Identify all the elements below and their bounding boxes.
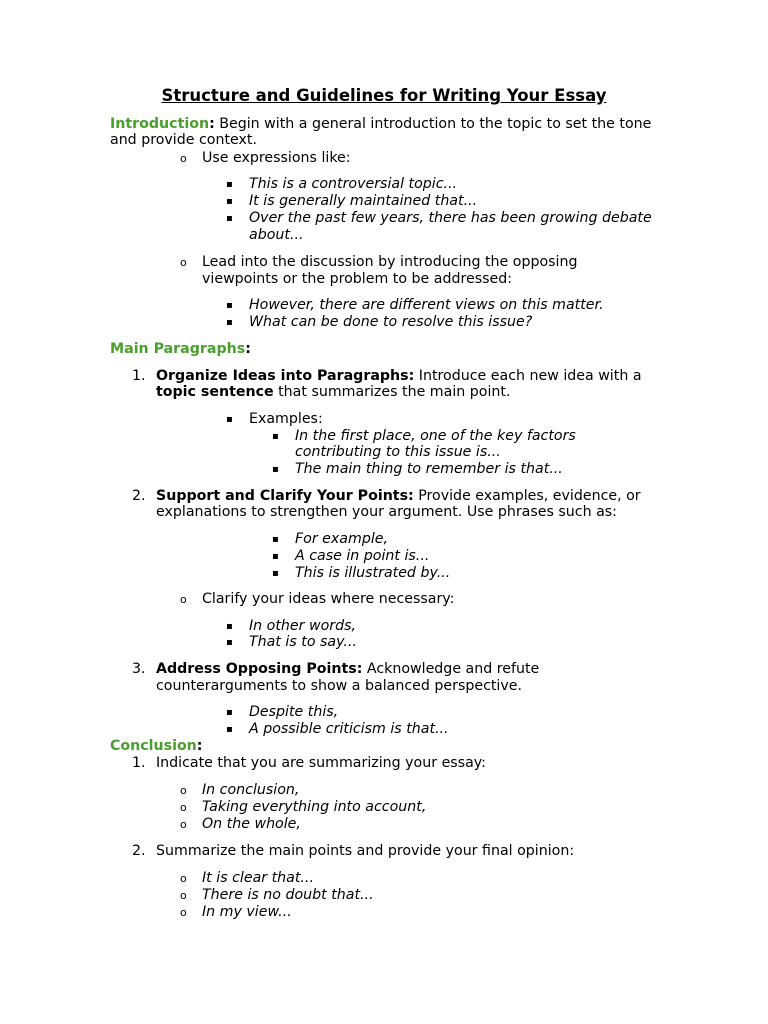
- p2-phrase-1: For example,: [295, 531, 389, 547]
- c1-number: 1.: [132, 755, 146, 771]
- square-bullet: ▪: [226, 317, 233, 328]
- introduction-heading: Introduction: [110, 116, 210, 132]
- p1-line1: [156, 368, 642, 385]
- p1-examples-label: Examples:: [249, 411, 323, 427]
- intro-sub1-item-3: Over the past few years, there has been growing debate: [249, 210, 652, 226]
- p1-example-1: In the first place, one of the key factors: [295, 428, 576, 444]
- p2-clarify-label: Clarify your ideas where necessary:: [202, 591, 455, 607]
- conclusion-heading: Conclusion: [110, 738, 197, 754]
- p1-bold2: topic sentence: [156, 384, 274, 400]
- p3-number: 3.: [132, 661, 146, 677]
- p3-text1: Acknowledge and refute: [362, 661, 540, 677]
- p2-line2: explanations to strengthen your argument. Use phrases such as:: [156, 504, 617, 520]
- intro-sub2-label-line2: viewpoints or the problem to be addressed:: [202, 271, 513, 287]
- circle-bullet: o: [180, 906, 187, 919]
- circle-bullet: o: [180, 784, 187, 797]
- p3-line2: counterarguments to show a balanced perspective.: [156, 678, 523, 694]
- intro-sub1-item-2: It is generally maintained that...: [249, 193, 478, 209]
- square-bullet: ▪: [226, 179, 233, 190]
- main-paragraphs-heading-line: [110, 341, 251, 358]
- square-bullet: ▪: [226, 300, 233, 311]
- c1-item-2: Taking everything into account,: [202, 799, 427, 815]
- c1-item-3: On the whole,: [202, 816, 301, 832]
- p2-clarify-2: That is to say...: [249, 634, 357, 650]
- square-bullet: ▪: [272, 568, 279, 579]
- p2-bold: Support and Clarify Your Points:: [156, 488, 414, 504]
- p1-bold: Organize Ideas into Paragraphs:: [156, 368, 415, 384]
- c2-item-3: In my view...: [202, 904, 292, 920]
- p1-line2: [156, 384, 510, 401]
- introduction-colon: :: [209, 116, 215, 132]
- square-bullet: ▪: [272, 431, 279, 442]
- intro-sub2-item-1: However, there are different views on this matter.: [249, 297, 604, 313]
- c1-text: Indicate that you are summarizing your essay:: [156, 755, 486, 771]
- p2-number: 2.: [132, 488, 146, 504]
- conclusion-colon: :: [196, 738, 203, 754]
- intro-sub1-item-1: This is a controversial topic...: [249, 176, 458, 192]
- square-bullet: ▪: [226, 724, 233, 735]
- p3-bold: Address Opposing Points:: [156, 661, 363, 677]
- circle-bullet: o: [180, 256, 187, 269]
- introduction-text-line1: Begin with a general introduction to the topic to set the tone: [214, 116, 652, 132]
- square-bullet: ▪: [226, 414, 233, 425]
- p2-phrase-2: A case in point is...: [295, 548, 430, 564]
- square-bullet: ▪: [226, 707, 233, 718]
- circle-bullet: o: [180, 872, 187, 885]
- document-title: Structure and Guidelines for Writing Your Essay: [161, 86, 607, 105]
- c2-item-1: It is clear that...: [202, 870, 314, 886]
- conclusion-heading-line: [110, 738, 202, 755]
- p1-example-2: The main thing to remember is that...: [295, 461, 563, 477]
- p3-item-1: Despite this,: [249, 704, 339, 720]
- p1-text2: that summarizes the main point.: [273, 384, 511, 400]
- circle-bullet: o: [180, 152, 187, 165]
- circle-bullet: o: [180, 889, 187, 902]
- circle-bullet: o: [180, 818, 187, 831]
- p2-phrase-3: This is illustrated by...: [295, 565, 451, 581]
- p3-line1: [156, 661, 539, 678]
- circle-bullet: o: [180, 801, 187, 814]
- c2-text: Summarize the main points and provide your final opinion:: [156, 843, 575, 859]
- introduction-paragraph: [110, 116, 651, 133]
- square-bullet: ▪: [272, 464, 279, 475]
- p2-clarify-1: In other words,: [249, 618, 357, 634]
- square-bullet: ▪: [272, 534, 279, 545]
- intro-sub1-label: Use expressions like:: [202, 150, 351, 166]
- introduction-text-line2: and provide context.: [110, 132, 257, 148]
- square-bullet: ▪: [272, 551, 279, 562]
- square-bullet: ▪: [226, 213, 233, 224]
- square-bullet: ▪: [226, 621, 233, 632]
- c1-item-1: In conclusion,: [202, 782, 300, 798]
- p1-number: 1.: [132, 368, 146, 384]
- intro-sub2-label-line1: Lead into the discussion by introducing the opposing: [202, 254, 578, 270]
- p1-example-1-cont: contributing to this issue is...: [295, 444, 501, 460]
- intro-sub1-item-3-cont: about...: [249, 227, 304, 243]
- main-paragraphs-heading: Main Paragraphs: [110, 341, 246, 357]
- p2-text1: Provide examples, evidence, or: [413, 488, 641, 504]
- intro-sub2-item-2: What can be done to resolve this issue?: [249, 314, 533, 330]
- square-bullet: ▪: [226, 196, 233, 207]
- c2-number: 2.: [132, 843, 146, 859]
- square-bullet: ▪: [226, 637, 233, 648]
- c2-item-2: There is no doubt that...: [202, 887, 374, 903]
- p2-line1: [156, 488, 641, 505]
- p3-item-2: A possible criticism is that...: [249, 721, 449, 737]
- circle-bullet: o: [180, 593, 187, 606]
- p1-text1: Introduce each new idea with a: [414, 368, 642, 384]
- main-paragraphs-colon: :: [245, 341, 251, 357]
